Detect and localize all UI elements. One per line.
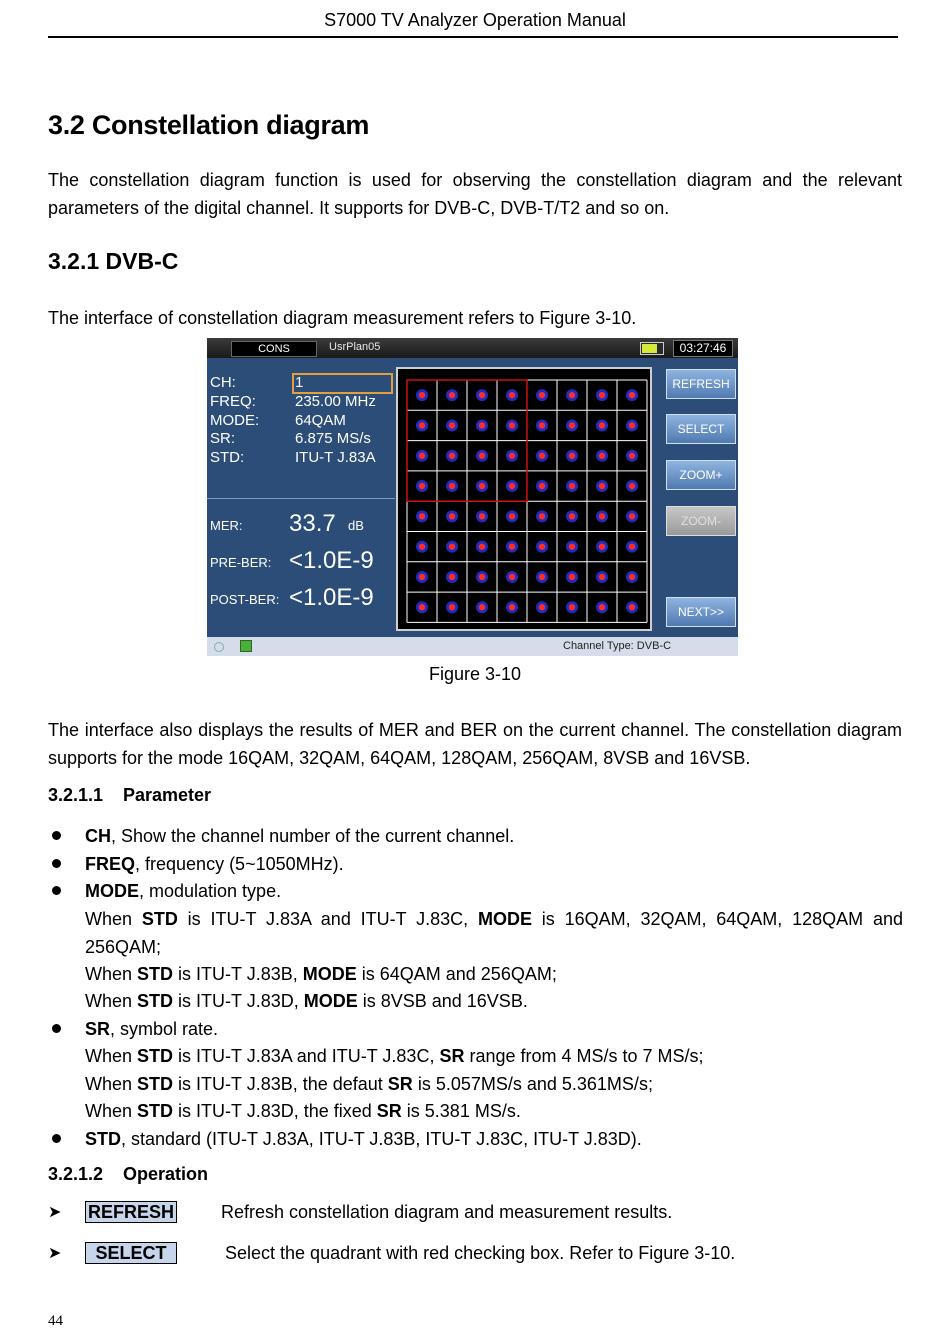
constellation-point	[509, 453, 515, 459]
param-value-sr: 6.875 MS/s	[295, 430, 371, 447]
constellation-point	[629, 604, 635, 610]
constellation-point	[479, 604, 485, 610]
param-std	[85, 1125, 903, 1153]
constellation-point	[509, 543, 515, 549]
constellation-point	[569, 543, 575, 549]
constellation-point	[629, 453, 635, 459]
param-label-mode: MODE:	[210, 412, 260, 429]
param-value-mode: 64QAM	[295, 412, 346, 429]
t: When	[85, 1046, 138, 1066]
constellation-point	[599, 543, 605, 549]
t: STD	[137, 964, 174, 984]
constellation-point	[599, 574, 605, 580]
param-value-ch: 1	[295, 374, 304, 391]
t: MODE	[303, 991, 358, 1011]
parameter-heading-num: 3.2.1.1	[48, 785, 104, 805]
preber-value: <1.0E-9	[289, 547, 374, 574]
preber-label: PRE-BER:	[210, 555, 272, 570]
divider	[207, 498, 395, 499]
channel-type: Channel Type: DVB-C	[563, 640, 672, 652]
zoom-out-button[interactable]: ZOOM-	[666, 506, 736, 536]
bullet-icon	[52, 1134, 61, 1143]
page-number: 44	[48, 1313, 63, 1329]
figure-screenshot	[207, 338, 738, 656]
lock-icon	[240, 640, 252, 652]
constellation-point	[569, 513, 575, 519]
ch-input-box[interactable]	[292, 373, 393, 394]
mode-line-1	[85, 905, 903, 961]
param-freq	[85, 850, 903, 878]
constellation-diagram	[398, 369, 650, 629]
constellation-point	[509, 574, 515, 580]
bullet-icon	[52, 886, 61, 895]
t: is ITU-T J.83D, the fixed	[173, 1101, 377, 1121]
zoom-in-button[interactable]: ZOOM+	[666, 460, 736, 490]
mer-label: MER:	[210, 518, 243, 533]
plan-name: UsrPlan05	[329, 341, 381, 353]
gear-icon	[214, 642, 224, 652]
select-key: SELECT	[85, 1242, 177, 1264]
constellation-point	[539, 543, 545, 549]
param-label-ch: CH:	[210, 374, 236, 391]
desc: , Show the channel number of the current channel.	[111, 826, 515, 846]
t: STD	[137, 1046, 174, 1066]
constellation-point	[629, 392, 635, 398]
param-ch	[85, 822, 903, 850]
constellation-panel	[396, 367, 652, 631]
constellation-point	[539, 422, 545, 428]
constellation-point	[509, 422, 515, 428]
constellation-point	[419, 453, 425, 459]
param-value-freq: 235.00 MHz	[295, 393, 376, 410]
constellation-point	[629, 483, 635, 489]
constellation-point	[449, 513, 455, 519]
constellation-point	[629, 543, 635, 549]
bullet-icon	[52, 859, 61, 868]
constellation-point	[449, 574, 455, 580]
constellation-point	[539, 574, 545, 580]
t: is ITU-T J.83B,	[173, 964, 303, 984]
t: is 64QAM and 256QAM;	[356, 964, 557, 984]
postber-label: POST-BER:	[210, 592, 280, 607]
mode-line-3	[85, 987, 903, 1015]
constellation-point	[599, 453, 605, 459]
constellation-point	[479, 392, 485, 398]
param-value-std: ITU-T J.83A	[295, 449, 376, 466]
t: is ITU-T J.83B, the defaut	[173, 1074, 388, 1094]
desc: , symbol rate.	[110, 1019, 219, 1039]
constellation-point	[479, 574, 485, 580]
constellation-point	[539, 513, 545, 519]
term: FREQ	[85, 854, 136, 874]
constellation-point	[509, 513, 515, 519]
bullet-icon	[52, 1024, 61, 1033]
operation-heading	[48, 1164, 208, 1185]
constellation-point	[419, 392, 425, 398]
t: SR	[376, 1101, 402, 1121]
constellation-point	[599, 392, 605, 398]
t: is ITU-T J.83A and ITU-T J.83C,	[177, 909, 478, 929]
constellation-point	[629, 513, 635, 519]
sr-line-2	[85, 1070, 903, 1098]
parameter-heading-title: Parameter	[123, 785, 212, 805]
t: When	[85, 1101, 138, 1121]
t: is 16QAM, 32QAM, 64QAM, 128QAM and 256QAM;	[85, 909, 903, 957]
parameter-heading	[48, 785, 211, 806]
constellation-point	[419, 422, 425, 428]
select-button[interactable]: SELECT	[666, 414, 736, 444]
constellation-point	[479, 422, 485, 428]
desc: , modulation type.	[139, 881, 282, 901]
constellation-point	[539, 604, 545, 610]
constellation-point	[449, 543, 455, 549]
constellation-point	[449, 392, 455, 398]
page-header: S7000 TV Analyzer Operation Manual	[324, 10, 626, 30]
refresh-key: REFRESH	[85, 1201, 177, 1223]
subsection-intro: The interface of constellation diagram measurement refers to Figure 3-10.	[48, 308, 637, 328]
refresh-button[interactable]: REFRESH	[666, 369, 736, 399]
mode-tag: CONS	[231, 341, 317, 357]
constellation-point	[629, 422, 635, 428]
t: STD	[137, 991, 174, 1011]
operation-heading-num: 3.2.1.2	[48, 1164, 104, 1184]
constellation-point	[569, 483, 575, 489]
battery-fill	[642, 344, 657, 353]
constellation-point	[419, 513, 425, 519]
constellation-point	[449, 604, 455, 610]
constellation-point	[599, 483, 605, 489]
section-intro: The constellation diagram function is used for observing the constellation diagram and the relevant parameters of the digital channel. It supports for DVB-C, DVB-T/T2 and so on.	[48, 170, 902, 218]
t: When	[85, 991, 138, 1011]
mode-line-2	[85, 960, 903, 988]
constellation-point	[569, 574, 575, 580]
constellation-point	[569, 392, 575, 398]
constellation-point	[599, 513, 605, 519]
t: MODE	[302, 964, 357, 984]
term: SR	[85, 1019, 111, 1039]
section-title: 3.2 Constellation diagram	[48, 110, 370, 140]
constellation-point	[419, 543, 425, 549]
constellation-point	[449, 483, 455, 489]
desc: , frequency (5~1050MHz).	[135, 854, 344, 874]
arrow-bullet-icon: ➤	[48, 1245, 62, 1262]
t: STD	[137, 1074, 174, 1094]
constellation-point	[479, 483, 485, 489]
t: When	[85, 1074, 138, 1094]
t: range from 4 MS/s to 7 MS/s;	[464, 1046, 704, 1066]
constellation-point	[599, 422, 605, 428]
mer-value: 33.7	[289, 510, 336, 537]
constellation-point	[629, 574, 635, 580]
constellation-point	[599, 604, 605, 610]
t: is 5.381 MS/s.	[401, 1101, 521, 1121]
t: is ITU-T J.83D,	[173, 991, 304, 1011]
constellation-point	[509, 483, 515, 489]
constellation-point	[539, 483, 545, 489]
constellation-point	[569, 604, 575, 610]
constellation-point	[479, 543, 485, 549]
operation-heading-title: Operation	[123, 1164, 209, 1184]
constellation-point	[419, 574, 425, 580]
t: STD	[137, 1101, 174, 1121]
clock: 03:27:46	[673, 340, 733, 357]
bullet-icon	[52, 831, 61, 840]
param-mode	[85, 877, 903, 905]
constellation-point	[509, 392, 515, 398]
constellation-point	[419, 604, 425, 610]
battery-icon	[640, 342, 664, 355]
constellation-point	[479, 513, 485, 519]
t: When	[85, 909, 142, 929]
term: STD	[85, 1129, 121, 1149]
constellation-point	[419, 483, 425, 489]
constellation-point	[509, 604, 515, 610]
term: CH	[85, 826, 111, 846]
t: STD	[141, 909, 178, 929]
constellation-point	[569, 453, 575, 459]
header-divider	[48, 36, 898, 38]
subsection-title: 3.2.1 DVB-C	[48, 248, 179, 274]
param-label-sr: SR:	[210, 430, 236, 447]
constellation-point	[449, 422, 455, 428]
results-paragraph: The interface also displays the results of MER and BER on the current channel. The constellation diagram supports for the mode 16QAM, 32QAM, 64QAM, 128QAM, 256QAM, 8VSB and 16VSB.	[48, 720, 902, 768]
constellation-point	[539, 392, 545, 398]
t: MODE	[477, 909, 532, 929]
postber-value: <1.0E-9	[289, 584, 374, 611]
constellation-point	[479, 453, 485, 459]
t: SR	[439, 1046, 465, 1066]
sr-line-3	[85, 1097, 903, 1125]
desc: , standard (ITU-T J.83A, ITU-T J.83B, ITU-T J.83C, ITU-T J.83D).	[121, 1129, 642, 1149]
mer-unit: dB	[348, 518, 364, 533]
constellation-point	[449, 453, 455, 459]
t: is 5.057MS/s and 5.361MS/s;	[412, 1074, 653, 1094]
next-button[interactable]: NEXT>>	[666, 597, 736, 627]
param-label-freq: FREQ:	[210, 393, 256, 410]
sr-line-1	[85, 1042, 903, 1070]
select-desc: Select the quadrant with red checking box. Refer to Figure 3-10.	[225, 1243, 736, 1263]
t: is ITU-T J.83A and ITU-T J.83C,	[173, 1046, 440, 1066]
arrow-bullet-icon: ➤	[48, 1204, 62, 1221]
constellation-point	[569, 422, 575, 428]
param-sr	[85, 1015, 903, 1043]
t: SR	[387, 1074, 413, 1094]
t: is 8VSB and 16VSB.	[357, 991, 528, 1011]
term: MODE	[85, 881, 139, 901]
param-label-std: STD:	[210, 449, 245, 466]
constellation-point	[539, 453, 545, 459]
figure-caption: Figure 3-10	[428, 664, 522, 684]
t: When	[85, 964, 138, 984]
refresh-desc: Refresh constellation diagram and measurement results.	[221, 1202, 673, 1222]
